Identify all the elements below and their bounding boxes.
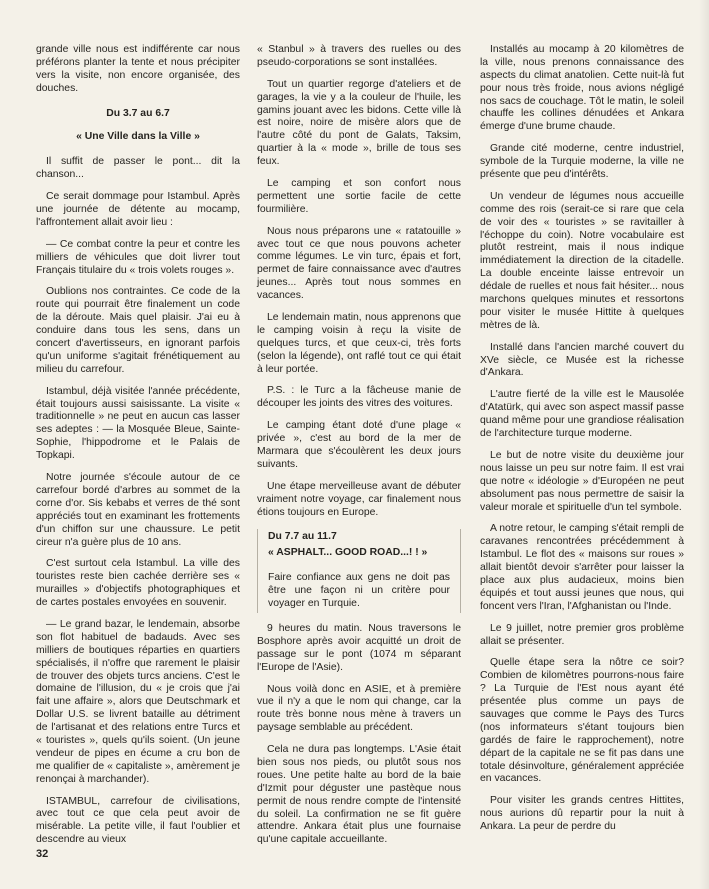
paragraph: Ce serait dommage pour Istambul. Après une journée de détente au mocamp, l'affrontement allait avoir lieu : [36,191,240,228]
section-frame [257,529,461,613]
paragraph: Grande cité moderne, centre industriel, symbole de la Turquie moderne, la ville ne présente que peu d'intérêts. [480,143,684,181]
paragraph: 9 heures du matin. Nous traversons le Bosphore après avoir acquitté un droit de passage sur le pont (1074 m séparant l'Europe de l'Asie). [257,622,461,673]
paragraph: Nous nous préparons une « ratatouille » avec tout ce que nous pouvons acheter comme légumes. Le vin turc, épais et fort, permet de faire connaissance avec d'autres jeunes... Après tout nous sommes en vacances. [257,225,461,302]
paragraph: Installés au mocamp à 20 kilomètres de la ville, nous prenons connaissance des aspects du climat anatolien. Cette nuit-là fut pour nous très froide, nous avions négligé nos sacs de couchage. Tôt le matin, le soleil chauffe les collines dénudées et Ankara émerge d'une brume chaude. [480,44,684,133]
paragraph: Quelle étape sera la nôtre ce soir? Combien de kilomètres pourrons-nous faire ? La Turquie de l'Est nous ayant été présentée plus comme un pays de sauvages que comme le Pays des Turcs (nos informateurs s'étant toujours bien gardés de faire le rapprochement), notre départ de la capitale ne se fit pas dans une totale désinvolture, généralement appréciée en vacances. [480,657,684,785]
paragraph: Le lendemain matin, nous apprenons que le camping voisin à reçu la visite de quelques turcs, et que ceux-ci, très forts (selon la légende), ont raflé tout ce qui était à leur portée. [257,312,461,375]
paragraph: Le but de notre visite du deuxième jour nous laisse un peu sur notre faim. Il est vrai que notre « idéologie » d'Européen ne peut absolument pas nous permettre de saisir la valeur morale et spirituelle d'un tel symbole. [480,449,684,513]
paragraph: — Ce combat contre la peur et contre les milliers de véhicules que doit livrer tout Français titulaire du « trois volets rouges ». [36,238,240,276]
paragraph: Notre journée s'écoule autour de ce carrefour bordé d'arbres au sommet de la corne d'or. Sis kebabs et verres de thé sont appréciés tout en examinant les frottements d'un chiffon sur une chaussure. Le petit cireur n'a guère plus de 10 ans. [36,472,240,548]
page-number: 32 [36,848,49,860]
paragraph: C'est surtout cela Istambul. La ville des touristes reste bien cachée derrière ses « murailles » d'objectifs photographiques et de cartes postales envoyées en souvenir. [36,558,240,609]
paragraph: Istambul, déjà visitée l'année précédente, était toujours aussi saisissante. La visite « traditionnelle » ne peut en aucun cas lasser ses adeptes : — la Mosquée Bleue, Sainte-Sophie, l'hippodrome et le Palais de Topkapi. [36,385,240,462]
paragraph: Un vendeur de légumes nous accueille comme des rois (serait-ce si rare que cela de voir des « touristes » se ravitailler à l'échoppe du coin). Notre vocabulaire est plutôt restreint, mais il nous indique immédiatement la direction de la citadelle. La double enceinte laisse entrevoir un dédale de ruelles et nous fait hésiter... nous marchons quelques minutes et ressortons pour visiter le musée Hittite à quelques mètres de là. [480,190,684,331]
paragraph: Tout un quartier regorge d'ateliers et de garages, la vie y a la couleur de l'huile, les gamins jouant avec les bidons. Cette ville là est noire, noire de misère alors que de l'autre côté du pont de Galats, Taksim, quartier à la « mode », brille de tous ses feux. [257,78,461,168]
paragraph: Le 9 juillet, notre premier gros problème allait se présenter. [480,622,684,647]
column-3 [480,44,684,843]
epigraph: Faire confiance aux gens ne doit pas être une façon ni un critère pour voyager en Turquie. [268,572,450,610]
paragraph: P.S. : le Turc a la fâcheuse manie de découper les joints des vitres des voitures. [257,385,461,410]
paragraph: L'autre fierté de la ville est le Mausolée d'Atatürk, qui avec son aspect massif passe quand même pour une grandiose réalisation de l'architecture turque moderne. [480,389,684,440]
paragraph: A notre retour, le camping s'était rempli de caravanes rencontrées précédemment à Istambul. Le flot des « maisons sur roues » allait bientôt devoir s'arrêter pour laisser la place aux plus audacieux, moins bien équipés et tout aussi jeunes que nous, qui foncent vers l'Iran, l'Afghanistan ou l'Inde. [480,523,684,612]
paragraph: Une étape merveilleuse avant de débuter vraiment notre voyage, car finalement nous étions toujours en Europe. [257,480,461,518]
section-dates: Du 3.7 au 6.7 [106,107,170,119]
paragraph: Le camping et son confort nous permettent une sortie facile de cette fourmilière. [257,178,461,215]
paragraph: « Stanbul » à travers des ruelles ou des pseudo-corporations se sont installées. [257,44,461,68]
section-title: « Une Ville dans la Ville » [76,131,200,143]
paragraph: Le camping étant doté d'une plage « privée », c'est au bord de la mer de Marmara que s'écoulèrent les deux jours suivants. [257,420,461,470]
column-2 [257,44,461,856]
paragraph: Installé dans l'ancien marché couvert du XVe siècle, ce Musée est la richesse d'Ankara. [480,341,684,379]
paragraph: Pour visiter les grands centres Hittites, nous aurions dû repartir pour la nuit à Ankara. La peur de perdre du [480,795,684,833]
paragraph: — Le grand bazar, le lendemain, absorbe son flot habituel de badauds. Avec ses milliers de boutiques réparties en quartiers spécialisés, il n'offre que rarement le plaisir de trouver des objets turcs anciens. C'est le domaine de l'illusion, du « je crois que j'ai fait une affaire », alors que Deutschmark et Dollar U.S. se livrent bataille au détriment de l'artisanat et des relations entre Turcs et « touristes », quels qu'ils soient. (Un jeune vendeur de pipes en écume a cru bon de me qualifier de « capitaliste », amèrement je renonçai à marchander). [36,618,240,785]
paragraph: Cela ne dura pas longtemps. L'Asie était bien sous nos pieds, ou plutôt sous nos roues. Une petite halte au bord de la baie d'Izmit pour déguster une pastèque nous permit de nous rendre compte de l'intensité du soleil. La confirmation ne se fit guère attendre. Ankara était plus une fournaise qu'une capitale accueillante. [257,744,461,846]
paragraph: Il suffit de passer le pont... dit la chanson... [36,156,240,181]
column-1 [36,44,240,856]
section-dates: Du 7.7 au 11.7 [268,530,337,542]
paragraph: Nous voilà donc en ASIE, et à première vue il n'y a que le nom qui change, car la route très bonne nous mène à travers un paysage semblable au précédent. [257,683,461,734]
paragraph: grande ville nous est indifférente car nous préférons planter la tente et nous précipiter vers la visite, non encore organisée, des douches. [36,44,240,94]
page-edge-shadow [699,0,709,889]
paragraph: ISTAMBUL, carrefour de civilisations, avec tout ce que cela peut avoir de misérable. La petite ville, il faut l'oublier et descendre au vieux [36,795,240,846]
paragraph: Oublions nos contraintes. Ce code de la route qui pourrait être finalement un code de la déroute. Mais quel plaisir. J'ai eu à conduire dans tous les sens, dans un concert d'avertisseurs, en ignorant parfois qu'un uniforme s'agitait frénétiquement au milieu du carrefour. [36,286,240,375]
section-title: « ASPHALT... GOOD ROAD...! ! » [268,547,428,559]
